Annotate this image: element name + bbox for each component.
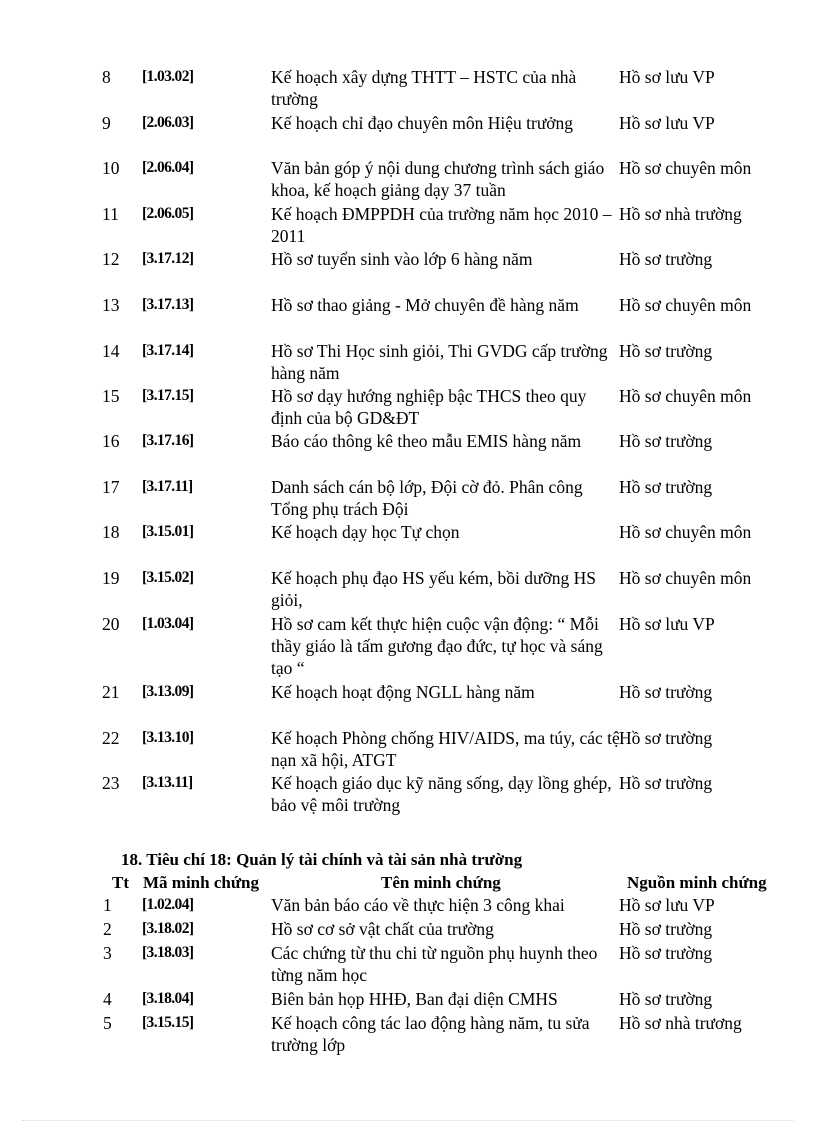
evidence-code: [2.06.05] [142,205,194,222]
evidence-code: [3.18.04] [142,990,194,1007]
evidence-code: [1.03.02] [142,68,194,85]
evidence-source: Hồ sơ trường [619,728,713,748]
evidence-source: Hồ sơ lưu VP [619,67,715,87]
evidence-code: [3.17.11] [142,478,193,495]
evidence-code: [3.17.12] [142,250,194,267]
evidence-source: Hồ sơ trường [619,341,713,361]
evidence-code: [3.13.11] [142,774,193,791]
row-number: 20 [102,614,120,634]
row-number: 19 [102,568,120,588]
evidence-name: Văn bản báo cáo về thực hiện 3 công khai [271,895,565,915]
evidence-source: Hồ sơ chuyên môn [619,522,752,542]
evidence-name: Hồ sơ thao giảng - Mở chuyên đề hàng năm [271,295,579,315]
evidence-source: Hồ sơ chuyên môn [619,386,752,406]
evidence-source: Hồ sơ trường [619,477,713,497]
row-number: 8 [102,67,111,87]
row-number: 11 [102,204,119,224]
evidence-code: [3.17.14] [142,342,194,359]
page-bottom-divider [22,1120,794,1121]
evidence-code: [3.13.09] [142,683,194,700]
header-code: Mã minh chứng [143,873,259,892]
evidence-source: Hồ sơ trường [619,682,713,702]
evidence-code: [3.15.02] [142,569,194,586]
evidence-code: [2.06.04] [142,159,194,176]
header-tt: Tt [112,873,129,892]
row-number: 3 [103,943,112,963]
row-number: 23 [102,773,120,793]
row-number: 10 [102,158,120,178]
evidence-code: [1.03.04] [142,615,194,632]
evidence-code: [1.02.04] [142,896,194,913]
evidence-name: Danh sách cán bộ lớp, Đội cờ đỏ. Phân công Tổng phụ trách Đội [271,477,583,519]
evidence-name: Kế hoạch chỉ đạo chuyên môn Hiệu trưởng [271,113,574,133]
evidence-name: Báo cáo thông kê theo mẫu EMIS hàng năm [271,431,582,451]
evidence-code: [3.15.15] [142,1014,194,1031]
evidence-code: [3.13.10] [142,729,194,746]
evidence-name: Kế hoạch công tác lao động hàng năm, tu sửa trường lớp [271,1013,590,1055]
evidence-name: Hồ sơ dạy hướng nghiệp bậc THCS theo quy định của bộ GD&ĐT [271,386,587,428]
evidence-source: Hồ sơ nhà trương [619,1013,742,1033]
evidence-code: [3.15.01] [142,523,194,540]
evidence-name: Hồ sơ Thi Học sinh giỏi, Thi GVDG cấp trường hàng năm [271,341,608,383]
row-number: 14 [102,341,120,361]
evidence-source: Hồ sơ trường [619,943,713,963]
evidence-source: Hồ sơ nhà trường [619,204,742,224]
row-number: 12 [102,249,120,269]
evidence-source: Hồ sơ trường [619,773,713,793]
row-number: 5 [103,1013,112,1033]
evidence-source: Hồ sơ trường [619,989,713,1009]
evidence-name: Kế hoạch hoạt động NGLL hàng năm [271,682,535,702]
row-number: 21 [102,682,120,702]
row-number: 16 [102,431,120,451]
evidence-name: Hồ sơ cam kết thực hiện cuộc vận động: “ Mỗi thầy giáo là tấm gương đạo đức, tự học và sáng tạo “ [271,614,603,678]
evidence-source: Hồ sơ lưu VP [619,113,715,133]
evidence-code: [2.06.03] [142,114,194,131]
evidence-name: Hồ sơ tuyển sinh vào lớp 6 hàng năm [271,249,533,269]
section-heading: 18. Tiêu chí 18: Quản lý tài chính và tài sản nhà trường [121,850,523,869]
evidence-source: Hồ sơ lưu VP [619,614,715,634]
evidence-source: Hồ sơ lưu VP [619,895,715,915]
evidence-name: Các chứng từ thu chi từ nguồn phụ huynh theo từng năm học [271,943,598,985]
row-number: 13 [102,295,120,315]
evidence-name: Kế hoạch dạy học Tự chọn [271,522,460,542]
header-name: Tên minh chứng [381,873,501,892]
row-number: 18 [102,522,120,542]
evidence-code: [3.17.13] [142,296,194,313]
evidence-source: Hồ sơ chuyên môn [619,568,752,588]
row-number: 1 [103,895,112,915]
header-source: Nguồn minh chứng [627,873,767,892]
evidence-code: [3.18.02] [142,920,194,937]
evidence-code: [3.17.16] [142,432,194,449]
evidence-name: Văn bản góp ý nội dung chương trình sách giáo khoa, kế hoạch giảng dạy 37 tuần [271,158,605,200]
evidence-name: Kế hoạch Phòng chống HIV/AIDS, ma túy, các tệ nạn xã hội, ATGT [271,728,620,770]
evidence-name: Kế hoạch phụ đạo HS yếu kém, bồi dưỡng HS giỏi, [271,568,596,610]
row-number: 15 [102,386,120,406]
evidence-code: [3.18.03] [142,944,194,961]
evidence-code: [3.17.15] [142,387,194,404]
evidence-name: Hồ sơ cơ sở vật chất của trường [271,919,494,939]
evidence-source: Hồ sơ trường [619,431,713,451]
evidence-source: Hồ sơ chuyên môn [619,158,752,178]
row-number: 2 [103,919,112,939]
row-number: 9 [102,113,111,133]
evidence-source: Hồ sơ trường [619,249,713,269]
evidence-name: Kế hoạch ĐMPPDH của trường năm học 2010 – 2011 [271,204,612,246]
row-number: 22 [102,728,120,748]
evidence-source: Hồ sơ trường [619,919,713,939]
evidence-source: Hồ sơ chuyên môn [619,295,752,315]
evidence-name: Biên bản họp HHĐ, Ban đại diện CMHS [271,989,558,1009]
evidence-name: Kế hoạch giáo dục kỹ năng sống, dạy lồng ghép, bảo vệ môi trường [271,773,612,815]
row-number: 4 [103,989,112,1009]
evidence-name: Kế hoạch xây dựng THTT – HSTC của nhà trường [271,67,577,109]
row-number: 17 [102,477,120,497]
